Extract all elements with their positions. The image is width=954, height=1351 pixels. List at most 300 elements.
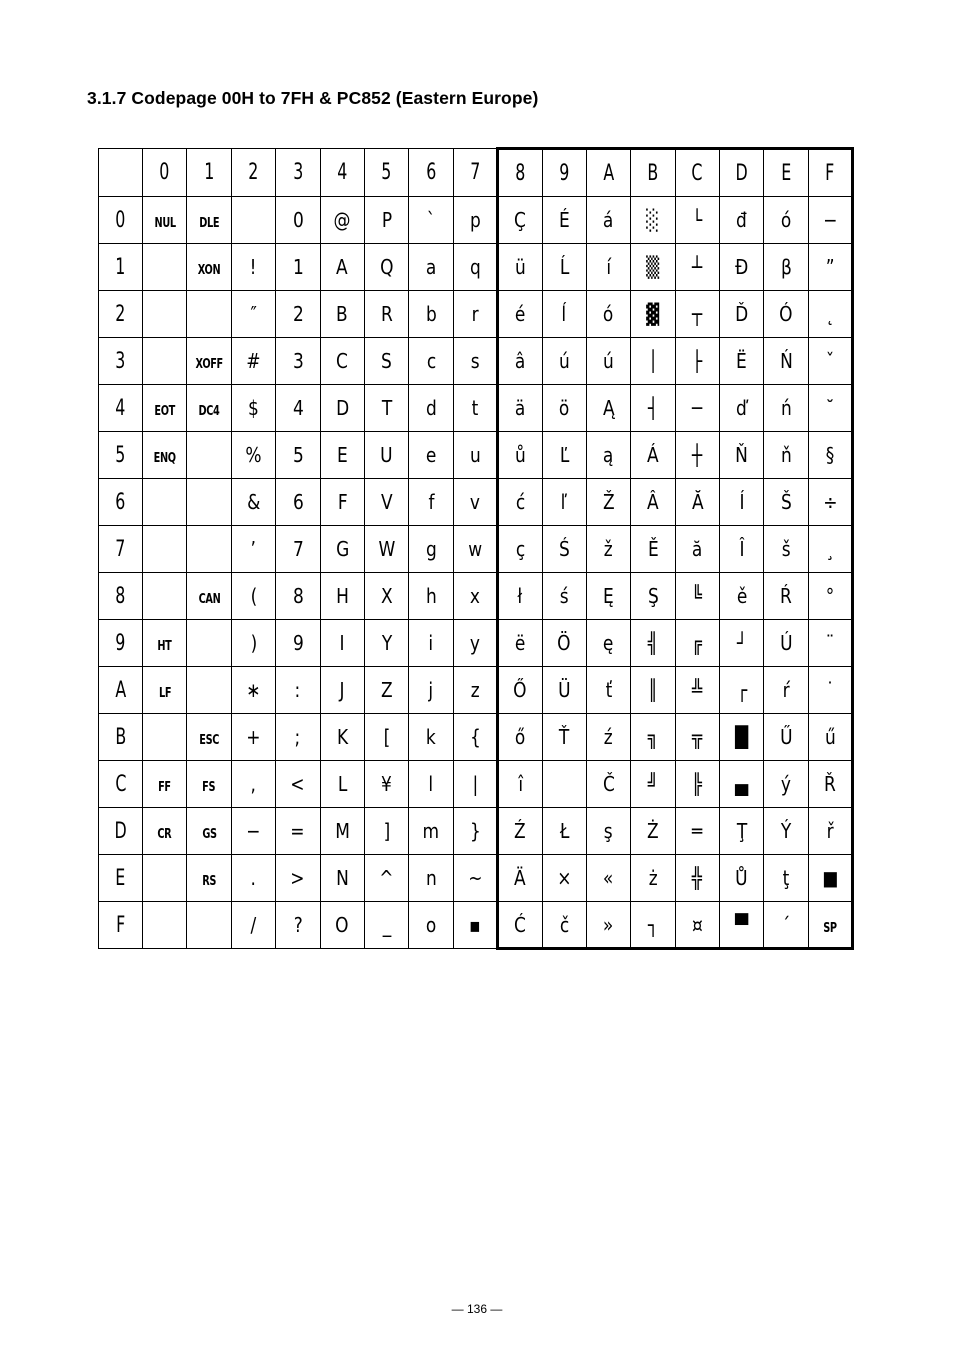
char-glyph: XON: [197, 263, 221, 278]
char-cell: [143, 432, 187, 479]
char-glyph: Ç: [514, 208, 527, 232]
char-cell: [631, 620, 675, 667]
char-cell: [187, 526, 231, 573]
char-glyph: Ö: [557, 631, 571, 655]
char-cell: [187, 385, 231, 432]
char-glyph: c: [426, 349, 436, 373]
char-glyph: Ŕ: [780, 584, 793, 608]
char-cell: [187, 855, 231, 902]
char-cell: [276, 479, 320, 526]
char-cell: [187, 432, 231, 479]
char-glyph: ć: [515, 490, 525, 514]
char-glyph: O: [335, 913, 349, 937]
char-cell: [631, 479, 675, 526]
char-glyph: ╬: [692, 866, 703, 890]
char-cell: [364, 338, 408, 385]
char-cell: [498, 197, 542, 244]
column-header-e: [764, 149, 808, 197]
column-header-0: [143, 149, 187, 197]
char-cell: [631, 526, 675, 573]
char-cell: [586, 902, 630, 949]
char-cell: [231, 338, 275, 385]
char-cell: [631, 338, 675, 385]
char-cell: [542, 291, 586, 338]
char-cell: [720, 902, 764, 949]
char-glyph: ═: [692, 819, 703, 843]
char-cell: [808, 855, 852, 902]
char-cell: [231, 244, 275, 291]
char-glyph: `: [426, 208, 436, 232]
char-cell: [453, 808, 497, 855]
char-cell: [542, 855, 586, 902]
char-cell: [631, 855, 675, 902]
char-cell: [320, 808, 364, 855]
char-cell: [453, 244, 497, 291]
char-cell: [453, 338, 497, 385]
char-glyph: ¥: [381, 772, 393, 796]
char-cell: [498, 338, 542, 385]
char-cell: [808, 714, 852, 761]
char-glyph: Y: [381, 631, 392, 655]
char-cell: [364, 620, 408, 667]
char-glyph: Î: [739, 537, 745, 561]
char-cell: [631, 197, 675, 244]
row-header-label: 2: [115, 301, 126, 327]
char-cell: [808, 761, 852, 808]
char-cell: [231, 620, 275, 667]
char-glyph: w: [467, 537, 482, 561]
char-cell: [586, 432, 630, 479]
char-cell: [276, 573, 320, 620]
char-glyph: ¸: [825, 537, 835, 561]
char-cell: [187, 197, 231, 244]
column-header-a: [586, 149, 630, 197]
char-glyph: :: [294, 678, 301, 702]
column-header-5: [364, 149, 408, 197]
char-cell: [409, 808, 453, 855]
char-cell: [409, 855, 453, 902]
row-header-label: A: [115, 677, 126, 703]
char-cell: [675, 855, 719, 902]
char-glyph: Ś: [558, 537, 570, 561]
char-glyph: ˙: [825, 678, 835, 702]
char-glyph: B: [336, 302, 349, 326]
char-cell: [720, 385, 764, 432]
char-glyph: Ř: [824, 772, 836, 796]
char-cell: [231, 291, 275, 338]
char-cell: [586, 291, 630, 338]
char-glyph: A: [336, 255, 349, 279]
char-cell: [542, 667, 586, 714]
char-glyph: k: [426, 725, 436, 749]
char-cell: [764, 479, 808, 526]
char-cell: [143, 385, 187, 432]
column-header-9: [542, 149, 586, 197]
char-glyph: Ź: [514, 819, 527, 843]
char-glyph: Ą: [602, 396, 615, 420]
char-cell: [808, 291, 852, 338]
char-glyph: DLE: [199, 216, 220, 231]
char-glyph: ý: [781, 772, 792, 796]
char-cell: [498, 573, 542, 620]
char-cell: [143, 526, 187, 573]
char-cell: [675, 385, 719, 432]
char-glyph: Ľ: [559, 443, 569, 467]
char-glyph: y: [469, 631, 480, 655]
char-cell: [498, 667, 542, 714]
table-row: [99, 291, 853, 338]
char-glyph: ∗: [246, 678, 261, 702]
char-cell: [276, 808, 320, 855]
char-cell: [453, 902, 497, 949]
char-cell: [409, 385, 453, 432]
char-cell: [764, 714, 808, 761]
char-glyph: GS: [201, 827, 217, 842]
row-header-1: [99, 244, 143, 291]
column-header-label: 0: [159, 160, 170, 185]
char-glyph: C: [336, 349, 349, 373]
char-cell: [453, 385, 497, 432]
char-glyph: Ý: [780, 819, 792, 843]
char-cell: [675, 197, 719, 244]
char-glyph: @: [333, 208, 351, 232]
char-cell: [675, 714, 719, 761]
char-glyph: é: [515, 302, 526, 326]
table-row: [99, 526, 853, 573]
char-cell: [586, 667, 630, 714]
char-glyph: ┬: [692, 302, 703, 326]
table-row: [99, 432, 853, 479]
char-cell: [631, 714, 675, 761]
char-cell: [276, 385, 320, 432]
char-cell: [586, 855, 630, 902]
char-glyph: ▓: [646, 302, 660, 326]
char-glyph: ë: [515, 631, 526, 655]
char-glyph: E: [336, 443, 348, 467]
char-glyph: Ă: [691, 490, 704, 514]
char-cell: [320, 385, 364, 432]
char-cell: [764, 432, 808, 479]
char-glyph: S: [381, 349, 393, 373]
char-glyph: ň: [780, 443, 792, 467]
char-glyph: p: [469, 208, 481, 232]
row-header-d: [99, 808, 143, 855]
row-header-label: 6: [115, 489, 126, 515]
char-cell: [143, 667, 187, 714]
char-glyph: ╚: [692, 584, 703, 608]
column-header-8: [498, 149, 542, 197]
char-cell: [675, 338, 719, 385]
char-cell: [764, 338, 808, 385]
char-cell: [320, 667, 364, 714]
char-glyph: .: [250, 866, 257, 890]
char-glyph: ”: [825, 255, 835, 279]
char-glyph: SP: [823, 920, 837, 936]
char-glyph: F: [337, 490, 348, 514]
row-header-a: [99, 667, 143, 714]
char-cell: [808, 667, 852, 714]
char-cell: [231, 902, 275, 949]
char-glyph: e: [425, 443, 437, 467]
char-glyph: {: [469, 725, 481, 749]
column-header-label: A: [603, 160, 615, 186]
char-cell: [143, 761, 187, 808]
char-glyph: Ó: [779, 302, 793, 326]
char-cell: [320, 620, 364, 667]
char-glyph: ř: [826, 819, 834, 843]
char-cell: [364, 197, 408, 244]
char-cell: [542, 432, 586, 479]
row-header-label: D: [114, 818, 127, 844]
char-cell: [586, 338, 630, 385]
char-cell: [231, 667, 275, 714]
char-glyph: ┴: [692, 255, 703, 279]
header-row: [99, 149, 853, 197]
char-glyph: ó: [603, 302, 614, 326]
row-header-f: [99, 902, 143, 949]
char-cell: [364, 526, 408, 573]
char-glyph: +: [246, 725, 261, 749]
char-glyph: 5: [292, 443, 304, 467]
char-cell: [143, 197, 187, 244]
char-glyph: RS: [202, 874, 216, 889]
char-cell: [409, 244, 453, 291]
char-glyph: ú: [603, 349, 614, 373]
row-header-c: [99, 761, 143, 808]
row-header-label: 3: [115, 348, 126, 374]
char-glyph: (: [250, 584, 257, 608]
table-row: [99, 808, 853, 855]
char-glyph: ÷: [822, 490, 838, 514]
char-cell: [542, 244, 586, 291]
char-glyph: Ú: [779, 631, 793, 655]
char-glyph: s: [470, 349, 480, 373]
char-cell: [231, 479, 275, 526]
column-header-label: 6: [425, 160, 437, 185]
table-row: [99, 714, 853, 761]
char-glyph: EOT: [154, 404, 175, 419]
char-cell: [631, 573, 675, 620]
char-glyph: ’: [250, 537, 257, 561]
char-cell: [320, 244, 364, 291]
char-glyph: #: [246, 349, 261, 373]
char-cell: [720, 855, 764, 902]
char-glyph: ┐: [647, 912, 659, 937]
char-glyph: /: [250, 913, 257, 937]
char-cell: [320, 761, 364, 808]
char-glyph: ľ: [561, 490, 568, 514]
char-cell: [498, 479, 542, 526]
char-cell: [498, 714, 542, 761]
char-cell: [276, 902, 320, 949]
char-glyph: <: [290, 772, 305, 796]
table-row: [99, 479, 853, 526]
char-glyph: Đ: [735, 255, 749, 279]
char-glyph: ´: [781, 912, 791, 937]
char-cell: [720, 526, 764, 573]
column-header-6: [409, 149, 453, 197]
char-glyph: ę: [603, 631, 614, 655]
char-glyph: ╔: [692, 631, 703, 655]
char-cell: [542, 808, 586, 855]
char-glyph: >: [290, 866, 305, 890]
char-glyph: ţ: [782, 866, 790, 890]
char-glyph: Ş: [647, 584, 659, 608]
row-header-4: [99, 385, 143, 432]
char-glyph: M: [334, 819, 350, 843]
char-glyph: v: [469, 490, 480, 514]
char-glyph: ENQ: [153, 451, 176, 466]
char-cell: [764, 526, 808, 573]
char-cell: [320, 526, 364, 573]
char-glyph: Ť: [559, 725, 570, 749]
char-glyph: Ž: [602, 490, 615, 514]
column-header-label: 2: [248, 160, 259, 185]
char-cell: [276, 291, 320, 338]
table-row: [99, 573, 853, 620]
char-cell: [320, 714, 364, 761]
char-glyph: ─: [692, 396, 703, 420]
row-header-label: E: [115, 865, 126, 891]
char-glyph: ║: [647, 678, 659, 702]
char-cell: [409, 291, 453, 338]
char-glyph: N: [335, 866, 349, 890]
char-glyph: FF: [158, 780, 171, 795]
char-glyph: ): [250, 631, 257, 655]
column-header-3: [276, 149, 320, 197]
char-cell: [143, 808, 187, 855]
char-glyph: f: [428, 490, 435, 514]
char-cell: [453, 855, 497, 902]
column-header-label: 5: [381, 160, 392, 185]
char-glyph: |: [472, 772, 478, 796]
table-row: [99, 620, 853, 667]
char-glyph: o: [425, 913, 437, 937]
char-glyph: NUL: [154, 216, 176, 231]
char-cell: [542, 385, 586, 432]
char-glyph: L: [337, 772, 347, 796]
char-glyph: &: [246, 490, 261, 514]
char-cell: [720, 244, 764, 291]
char-cell: [764, 667, 808, 714]
row-header-e: [99, 855, 143, 902]
char-glyph: %: [245, 443, 262, 467]
char-cell: [675, 761, 719, 808]
char-glyph: ó: [780, 208, 792, 232]
char-cell: [187, 479, 231, 526]
char-cell: [364, 244, 408, 291]
char-glyph: −: [822, 208, 838, 232]
char-cell: [586, 573, 630, 620]
row-header-0: [99, 197, 143, 244]
char-cell: [808, 808, 852, 855]
char-cell: [498, 761, 542, 808]
char-cell: [364, 855, 408, 902]
char-glyph: CAN: [198, 592, 220, 607]
char-cell: [453, 197, 497, 244]
char-glyph: ″: [250, 302, 257, 326]
char-cell: [276, 620, 320, 667]
char-glyph: D: [335, 396, 349, 420]
char-cell: [586, 244, 630, 291]
char-glyph: Ł: [559, 819, 569, 843]
char-glyph: _: [382, 913, 391, 937]
char-cell: [808, 479, 852, 526]
char-glyph: š: [781, 537, 791, 561]
char-cell: [320, 479, 364, 526]
char-cell: [720, 197, 764, 244]
char-glyph: J: [339, 678, 345, 702]
char-cell: [276, 338, 320, 385]
char-glyph: ˘: [825, 396, 835, 420]
char-cell: [187, 244, 231, 291]
char-glyph: ŕ: [782, 678, 790, 702]
char-glyph: b: [425, 302, 437, 326]
char-cell: [542, 479, 586, 526]
char-cell: [187, 902, 231, 949]
char-glyph: P: [381, 208, 392, 232]
char-cell: [409, 573, 453, 620]
char-glyph: ├: [692, 349, 703, 373]
char-cell: [409, 714, 453, 761]
char-cell: [675, 291, 719, 338]
char-cell: [720, 432, 764, 479]
char-glyph: ű: [824, 725, 836, 749]
char-cell: [498, 244, 542, 291]
char-glyph: ^: [379, 866, 394, 890]
char-cell: [542, 573, 586, 620]
char-cell: [542, 761, 586, 808]
row-header-3: [99, 338, 143, 385]
column-header-4: [320, 149, 364, 197]
char-glyph: ś: [559, 584, 569, 608]
char-cell: [764, 761, 808, 808]
char-glyph: ]: [383, 819, 390, 843]
column-header-label: B: [647, 160, 659, 186]
char-glyph: ź: [604, 725, 614, 749]
char-cell: [231, 808, 275, 855]
char-glyph: }: [469, 819, 481, 843]
char-glyph: î: [517, 772, 523, 796]
column-header-7: [453, 149, 497, 197]
column-header-label: 1: [204, 160, 215, 185]
char-cell: [498, 902, 542, 949]
char-cell: [498, 855, 542, 902]
char-glyph: ~: [467, 866, 483, 890]
char-glyph: q: [469, 255, 481, 279]
char-cell: [764, 385, 808, 432]
char-cell: [453, 291, 497, 338]
char-glyph: ╣: [647, 631, 659, 655]
row-header-2: [99, 291, 143, 338]
char-glyph: Ő: [513, 678, 528, 702]
char-glyph: ú: [558, 349, 570, 373]
char-cell: [498, 385, 542, 432]
char-glyph: ?: [293, 913, 303, 937]
char-cell: [453, 761, 497, 808]
char-cell: [675, 620, 719, 667]
char-cell: [498, 526, 542, 573]
char-cell: [808, 385, 852, 432]
page-number: — 136 —: [451, 1302, 503, 1316]
char-cell: [143, 573, 187, 620]
char-cell: [498, 291, 542, 338]
char-cell: [409, 761, 453, 808]
char-glyph: 7: [292, 537, 304, 561]
char-cell: [675, 667, 719, 714]
char-cell: [720, 761, 764, 808]
char-glyph: «: [603, 866, 614, 890]
